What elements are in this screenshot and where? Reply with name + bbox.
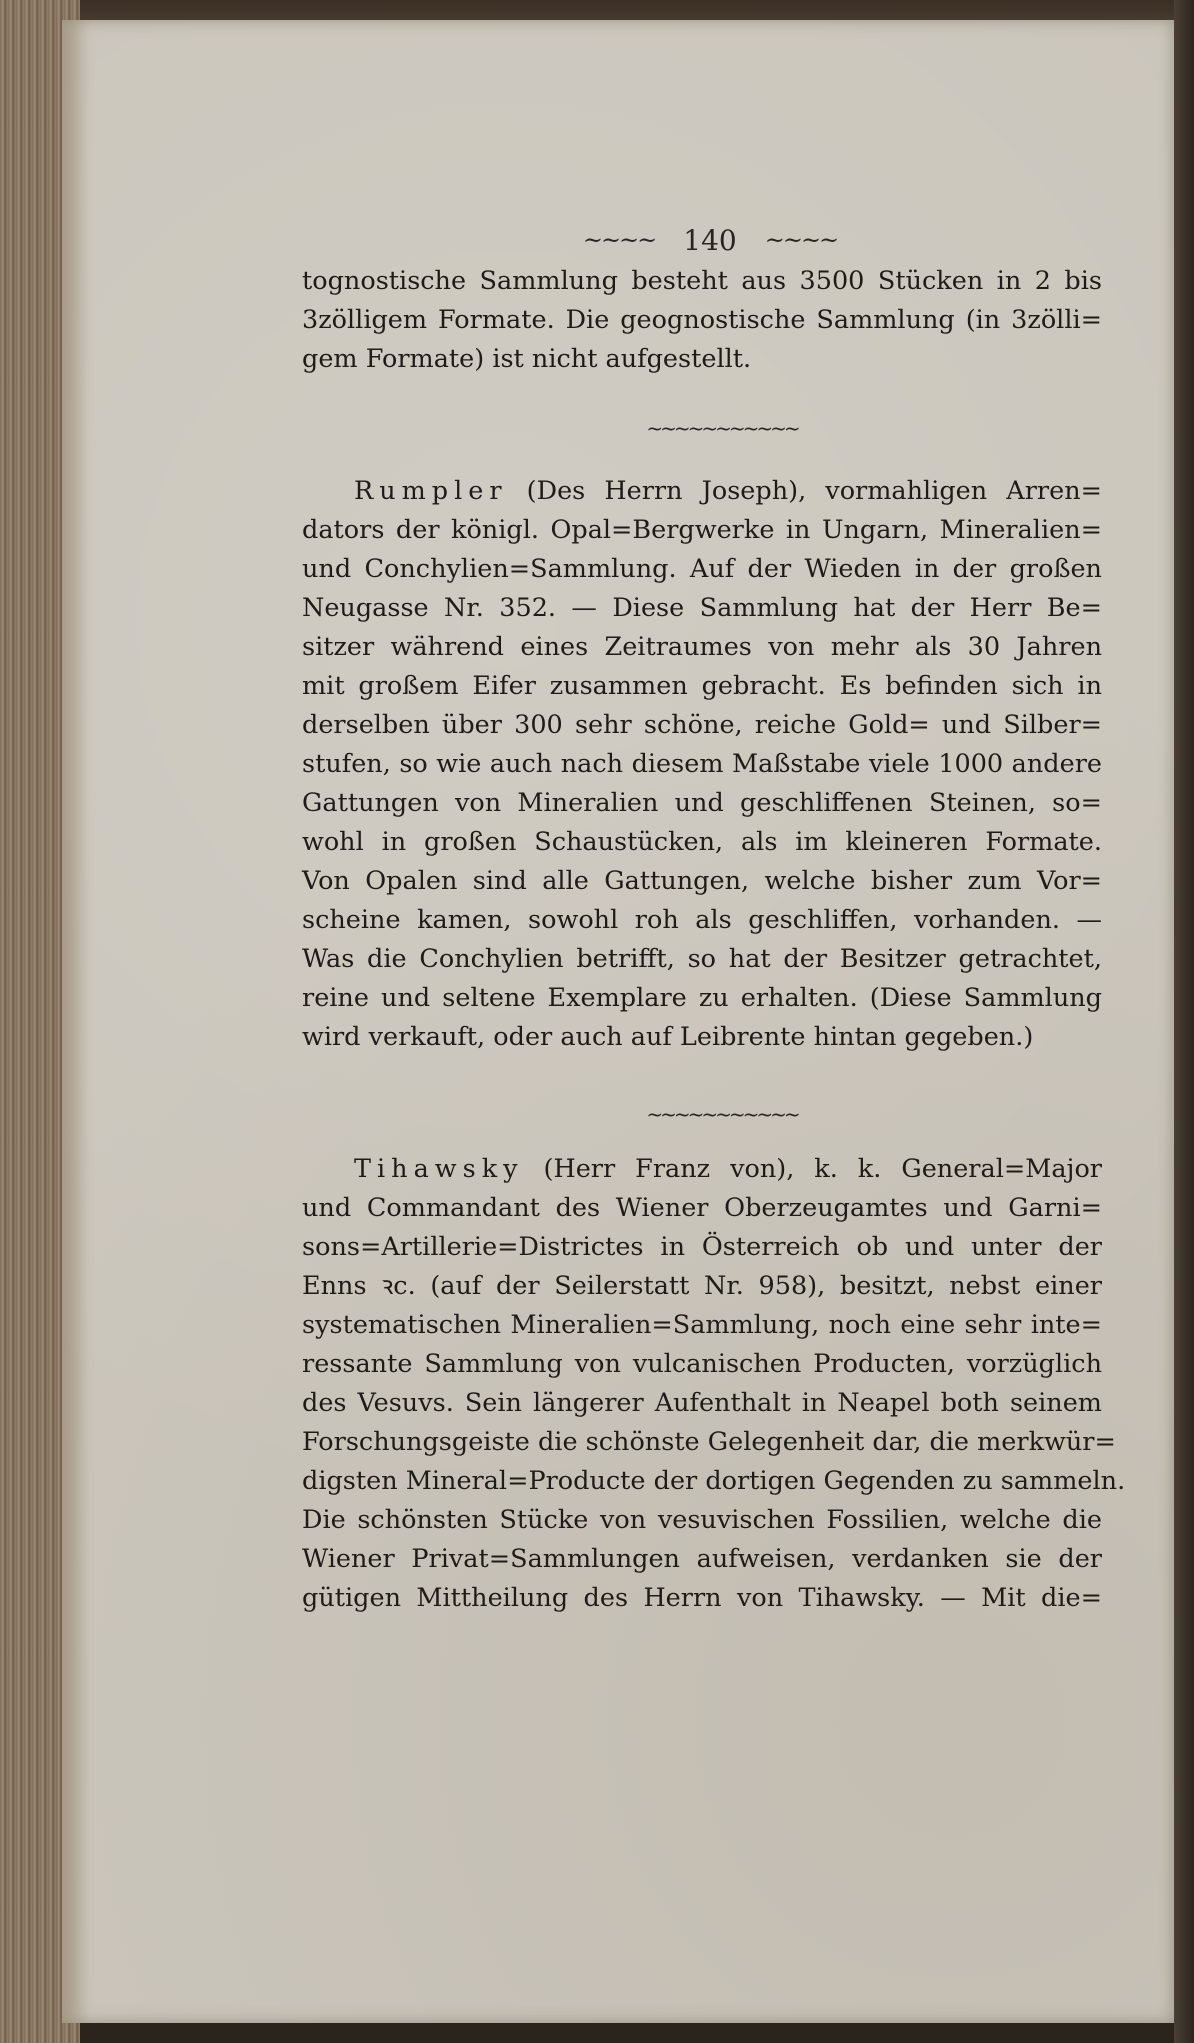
text-line: reine und seltene Exemplare zu erhalten. (Diese Sammlung (302, 983, 1102, 1013)
running-head (530, 220, 890, 260)
text-line: wird verkauft, oder auch auf Leibrente hintan gegeben.) (302, 1022, 1034, 1052)
text-line: wohl in großen Schaustücken, als im kleineren Formate. (302, 827, 1102, 857)
text-line: Von Opalen sind alle Gattungen, welche bisher zum Vor= (302, 866, 1102, 896)
text-line: mit großem Eifer zusammen gebracht. Es befinden sich in (302, 671, 1102, 701)
text-line: Gattungen von Mineralien und geschliffenen Steinen, so= (302, 788, 1102, 818)
header-ornament-left: ~~~~ (582, 226, 656, 254)
text-line: scheine kamen, sowohl roh als geschliffen, vorhanden. — (302, 905, 1102, 935)
section-separator-1: ~~~~~~~~~~~ (646, 416, 798, 440)
text-line: 3zölligem Formate. Die geognostische Sammlung (in 3zölli= (302, 305, 1102, 335)
text-line: gütigen Mittheilung des Herrn von Tihawsky. — Mit die= (302, 1583, 1102, 1613)
header-ornament-right: ~~~~ (764, 226, 838, 254)
text-line: stufen, so wie auch nach diesem Maßstabe viele 1000 andere (302, 749, 1102, 779)
gutter-shadow (62, 20, 90, 2023)
text-line: und Conchylien=Sammlung. Auf der Wieden in der großen (302, 554, 1102, 584)
entry-first-line (302, 472, 1102, 511)
entry-tihawsky (302, 1150, 1126, 1618)
text-line: derselben über 300 sehr schöne, reiche Gold= und Silber= (302, 710, 1102, 740)
entry-name: Tihawsky (354, 1154, 524, 1184)
section-separator-2: ~~~~~~~~~~~ (646, 1102, 798, 1126)
text-line: und Commandant des Wiener Oberzeugamtes und Garni= (302, 1193, 1102, 1223)
text-line: tognostische Sammlung besteht aus 3500 Stücken in 2 bis (302, 266, 1102, 296)
text-line: ressante Sammlung von vulcanischen Producten, vorzüglich (302, 1349, 1102, 1379)
text-line: sitzer während eines Zeitraumes von mehr als 30 Jahren (302, 632, 1102, 662)
entry-first-line-text: (Herr Franz von), k. k. General=Major (523, 1154, 1102, 1184)
text-line: sons=Artillerie=Districtes in Österreich ob und unter der (302, 1232, 1102, 1262)
text-line: Neugasse Nr. 352. — Diese Sammlung hat der Herr Be= (302, 593, 1102, 623)
text-line: dators der königl. Opal=Bergwerke in Ungarn, Mineralien= (302, 515, 1102, 545)
text-line: systematischen Mineralien=Sammlung, noch eine sehr inte= (302, 1310, 1102, 1340)
entry-name: Rumpler (354, 476, 508, 506)
entry-rumpler (302, 472, 1102, 1057)
text-line: Was die Conchylien betrifft, so hat der Besitzer getrachtet, (302, 944, 1102, 974)
text-line: des Vesuvs. Sein längerer Aufenthalt in Neapel both seinem (302, 1388, 1102, 1418)
right-background (1174, 0, 1194, 2043)
text-line: Die schönsten Stücke von vesuvischen Fossilien, welche die (302, 1505, 1102, 1535)
paragraph-continuation (302, 262, 1102, 379)
text-line: digsten Mineral=Producte der dortigen Gegenden zu sammeln. (302, 1466, 1126, 1496)
entry-first-line (302, 1150, 1102, 1189)
text-line: gem Formate) ist nicht aufgestellt. (302, 344, 752, 374)
text-line: Forschungsgeiste die schönste Gelegenheit dar, die merkwür= (302, 1427, 1116, 1457)
text-line: Wiener Privat=Sammlungen aufweisen, verdanken sie der (302, 1544, 1102, 1574)
page-number: 140 (683, 223, 737, 257)
entry-first-line-text: (Des Herrn Joseph), vormahligen Arren= (507, 476, 1102, 506)
text-line: Enns ꝛc. (auf der Seilerstatt Nr. 958), besitzt, nebst einer (302, 1271, 1102, 1301)
